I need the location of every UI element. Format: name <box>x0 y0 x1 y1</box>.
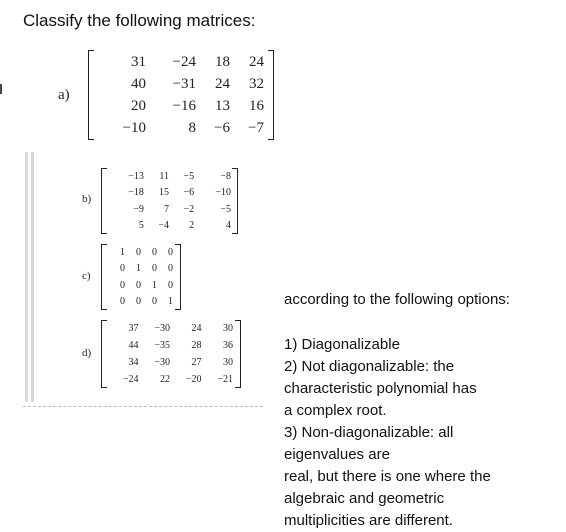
question-heading: Classify the following matrices: <box>23 11 256 30</box>
matrix-entry: −5 <box>183 170 195 182</box>
matrix-c-body <box>109 244 173 310</box>
matrix-entry: 1 <box>120 246 125 258</box>
matrix-entry: 11 <box>159 170 169 182</box>
left-edge-mark <box>0 84 6 94</box>
matrix-entry: −8 <box>220 170 231 182</box>
left-bracket <box>88 50 94 140</box>
matrix-entry: 20 <box>130 97 146 114</box>
matrix-row <box>96 73 264 95</box>
options-intro: according to the following options: <box>284 291 510 308</box>
option-line: eigenvalues are <box>284 446 390 463</box>
matrix-entry: 4 <box>226 220 231 232</box>
matrix-entry: 24 <box>214 75 230 92</box>
matrix-d <box>101 320 241 388</box>
matrix-row <box>107 201 231 218</box>
matrix-entry: 0 <box>120 296 125 308</box>
right-bracket <box>175 244 181 310</box>
matrix-entry: 30 <box>223 323 233 334</box>
matrix-d-label: d) <box>82 347 92 359</box>
matrix-entry: −35 <box>154 340 170 351</box>
matrix-c-entries <box>109 244 173 310</box>
margin-bar <box>25 152 28 402</box>
matrix-row <box>107 354 233 371</box>
margin-bar <box>31 152 34 402</box>
matrix-entry: 1 <box>168 296 173 308</box>
matrix-entry: 0 <box>136 246 141 258</box>
matrix-entry: −18 <box>128 187 144 199</box>
divider-rule <box>23 406 263 407</box>
matrix-entry: 0 <box>168 246 173 258</box>
matrix-entry: 24 <box>191 323 202 334</box>
matrix-entry: −24 <box>122 374 139 385</box>
matrix-c <box>101 244 181 310</box>
matrix-entry: 15 <box>158 187 169 199</box>
left-bracket <box>101 244 107 310</box>
option-line: a complex root. <box>284 402 387 419</box>
matrix-entry: 32 <box>249 75 264 92</box>
matrix-entry: −6 <box>214 119 230 136</box>
matrix-entry: 0 <box>136 279 141 291</box>
matrix-entry: 0 <box>152 296 157 308</box>
matrix-entry: 28 <box>191 340 202 351</box>
matrix-entry: 1 <box>136 263 141 275</box>
matrix-entry: −31 <box>172 75 196 92</box>
matrix-entry: 31 <box>130 53 146 70</box>
matrix-entry: 37 <box>128 323 139 334</box>
matrix-entry: 0 <box>136 296 141 308</box>
matrix-row <box>96 117 264 139</box>
right-bracket <box>235 320 241 388</box>
matrix-entry: 2 <box>189 220 195 232</box>
matrix-row <box>109 261 173 278</box>
matrix-entry: 0 <box>152 263 157 275</box>
option-line: 2) Not diagonalizable: the <box>284 358 455 375</box>
matrix-entry: −10 <box>215 187 231 199</box>
option-line: characteristic polynomial has <box>284 380 477 397</box>
matrix-b-label: b) <box>82 193 92 205</box>
matrix-entry: 22 <box>160 374 170 385</box>
matrix-entry: −9 <box>133 203 144 215</box>
option-line: 3) Non-diagonalizable: all <box>284 424 454 441</box>
matrix-entry: 27 <box>191 357 202 368</box>
matrix-b-body <box>107 168 231 234</box>
matrix-row <box>107 371 233 388</box>
matrix-a <box>88 50 274 140</box>
matrix-row <box>96 51 264 73</box>
matrix-entry: 0 <box>120 263 125 275</box>
matrix-entry: −21 <box>217 374 233 385</box>
matrix-entry: 30 <box>223 357 233 368</box>
matrix-row <box>96 95 264 117</box>
matrix-entry: 16 <box>249 97 264 114</box>
matrix-a-entries <box>96 51 264 139</box>
matrix-entry: −7 <box>248 119 264 136</box>
matrix-a-body <box>96 51 264 139</box>
matrix-entry: −2 <box>183 203 195 215</box>
matrix-entry: 40 <box>130 75 146 92</box>
right-bracket <box>232 168 238 234</box>
matrix-row <box>109 244 173 261</box>
matrix-b <box>101 168 238 234</box>
matrix-entry: −30 <box>154 323 170 334</box>
matrix-entry: −30 <box>154 357 170 368</box>
matrix-entry: −10 <box>122 119 146 136</box>
matrix-entry: −6 <box>183 187 195 199</box>
matrix-a-label: a) <box>58 87 70 103</box>
matrix-entry: 0 <box>120 279 125 291</box>
matrix-d-entries <box>107 320 233 388</box>
option-line: 1) Diagonalizable <box>284 336 400 353</box>
matrix-entry: 36 <box>223 340 233 351</box>
option-line: multiplicities are different. <box>284 512 453 529</box>
matrix-row <box>107 168 231 185</box>
matrix-d-body <box>107 320 233 388</box>
matrix-entry: −20 <box>185 374 202 385</box>
matrix-entry: 7 <box>163 203 169 215</box>
right-bracket <box>268 50 274 140</box>
matrix-entry: −24 <box>172 53 196 70</box>
matrix-entry: 5 <box>138 220 144 232</box>
matrix-entry: 0 <box>168 279 173 291</box>
matrix-b-entries <box>107 168 231 234</box>
matrix-entry: 18 <box>214 53 230 70</box>
matrix-entry: −5 <box>220 203 231 215</box>
matrix-entry: 34 <box>128 357 139 368</box>
matrix-row <box>109 277 173 294</box>
option-line: real, but there is one where the <box>284 468 491 485</box>
matrix-entry: 0 <box>168 263 173 275</box>
matrix-entry: 44 <box>128 340 139 351</box>
matrix-entry: 0 <box>152 246 157 258</box>
matrix-entry: 13 <box>214 97 230 114</box>
matrix-row <box>107 218 231 235</box>
matrix-entry: −4 <box>158 220 169 232</box>
matrix-entry: −16 <box>172 97 196 114</box>
matrix-row <box>107 320 233 337</box>
options-list <box>284 334 491 532</box>
matrix-entry: 24 <box>249 53 264 70</box>
matrix-c-label: c) <box>82 270 91 282</box>
matrix-row <box>109 294 173 311</box>
matrix-entry: 1 <box>152 279 157 291</box>
matrix-entry: −13 <box>128 170 144 182</box>
option-line: algebraic and geometric <box>284 490 445 507</box>
matrix-row <box>107 185 231 202</box>
matrix-entry: 8 <box>188 119 196 136</box>
matrix-row <box>107 337 233 354</box>
